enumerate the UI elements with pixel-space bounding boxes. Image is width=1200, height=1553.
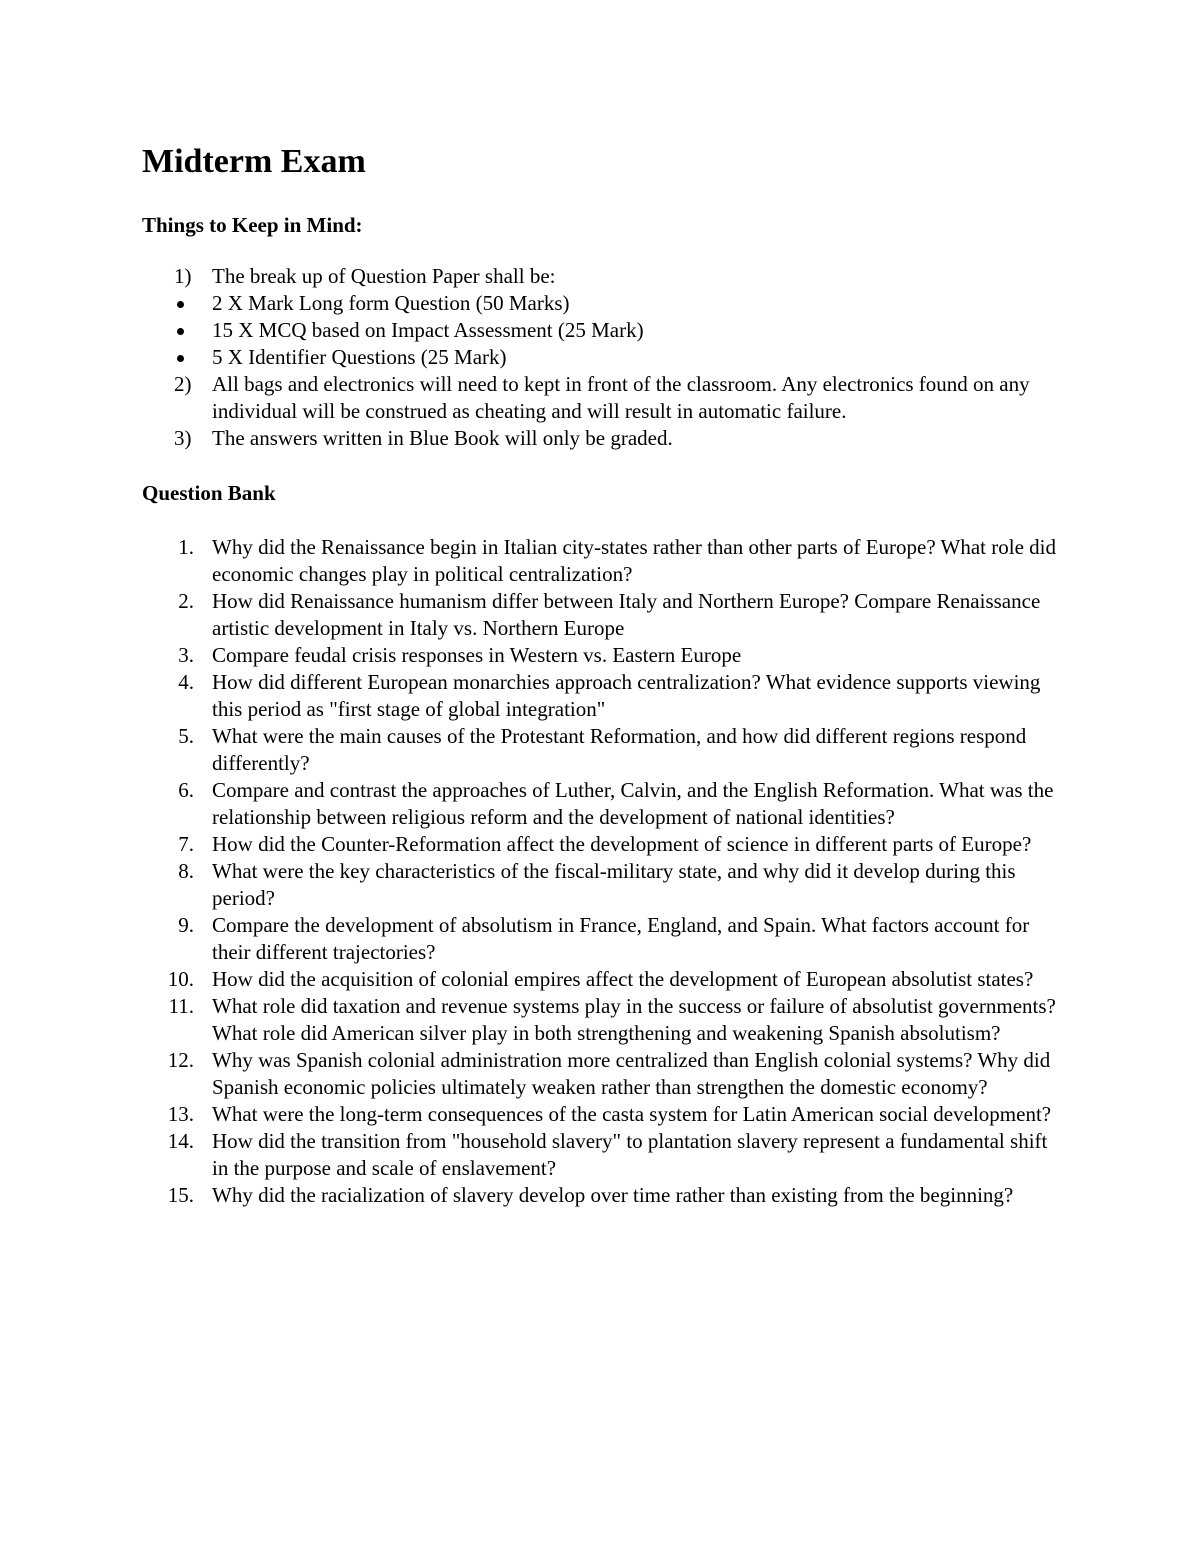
list-item	[142, 371, 1062, 425]
question-number: 13.	[167, 1102, 194, 1126]
list-item-text: The answers written in Blue Book will only be graded.	[212, 426, 673, 450]
question-text: What role did taxation and revenue systems play in the success or failure of absolutist governments? What role did American silver play in both strengthening and weakening Spanish absolutism?	[212, 994, 1056, 1045]
list-item-text: The break up of Question Paper shall be:	[212, 264, 556, 288]
question-text: What were the key characteristics of the fiscal-military state, and why did it develop during this period?	[212, 859, 1016, 910]
question-number: 12.	[167, 1048, 194, 1072]
document-page	[142, 142, 1062, 1209]
question-item	[142, 1128, 1062, 1182]
question-text: How did different European monarchies approach centralization? What evidence supports viewing this period as "first stage of global integration"	[212, 670, 1041, 721]
question-number: 5.	[178, 724, 194, 748]
question-text: What were the main causes of the Protestant Reformation, and how did different regions respond differently?	[212, 724, 1027, 775]
question-number: 15.	[167, 1183, 194, 1207]
question-text: Compare feudal crisis responses in Western vs. Eastern Europe	[212, 643, 742, 667]
question-number: 8.	[178, 859, 194, 883]
question-number: 4.	[178, 670, 194, 694]
question-item	[142, 1182, 1062, 1209]
question-text: Why was Spanish colonial administration more centralized than English colonial systems? Why did Spanish economic policies ultimately weaken rather than strengthen the domestic economy?	[212, 1048, 1051, 1099]
question-item	[142, 777, 1062, 831]
question-text: Compare and contrast the approaches of Luther, Calvin, and the English Reformation. What was the relationship between religious reform and the development of national identities?	[212, 778, 1054, 829]
question-item	[142, 993, 1062, 1047]
question-text: Why did the Renaissance begin in Italian city-states rather than other parts of Europe? What role did economic changes play in political centralization?	[212, 535, 1056, 586]
question-text: How did the transition from "household slavery" to plantation slavery represent a fundamental shift in the purpose and scale of enslavement?	[212, 1129, 1048, 1180]
question-item	[142, 534, 1062, 588]
question-text: How did the Counter-Reformation affect the development of science in different parts of Europe?	[212, 832, 1032, 856]
question-item	[142, 642, 1062, 669]
list-item-text: 5 X Identifier Questions (25 Mark)	[212, 345, 507, 369]
question-text: Why did the racialization of slavery develop over time rather than existing from the beginning?	[212, 1183, 1014, 1207]
question-item	[142, 966, 1062, 993]
question-item	[142, 588, 1062, 642]
question-bank-heading: Question Bank	[142, 481, 276, 505]
question-number: 14.	[167, 1129, 194, 1153]
question-item	[142, 831, 1062, 858]
question-item	[142, 912, 1062, 966]
list-number: 2)	[174, 372, 192, 396]
list-item	[142, 344, 1062, 371]
question-bank-list	[142, 534, 1062, 1209]
bullet-icon	[177, 355, 184, 362]
list-number: 1)	[174, 264, 192, 288]
question-number: 10.	[167, 967, 194, 991]
question-number: 9.	[178, 913, 194, 937]
question-text: Compare the development of absolutism in France, England, and Spain. What factors account for their different trajectories?	[212, 913, 1030, 964]
question-item	[142, 1047, 1062, 1101]
question-number: 7.	[178, 832, 194, 856]
question-number: 1.	[178, 535, 194, 559]
bullet-icon	[177, 301, 184, 308]
keep-in-mind-heading: Things to Keep in Mind:	[142, 213, 363, 237]
list-item	[142, 425, 1062, 452]
page-title: Midterm Exam	[142, 143, 366, 180]
bullet-icon	[177, 328, 184, 335]
question-text: How did the acquisition of colonial empires affect the development of European absolutist states?	[212, 967, 1034, 991]
list-item	[142, 290, 1062, 317]
list-item-text: 2 X Mark Long form Question (50 Marks)	[212, 291, 570, 315]
question-item	[142, 858, 1062, 912]
question-text: What were the long-term consequences of the casta system for Latin American social development?	[212, 1102, 1052, 1126]
list-number: 3)	[174, 426, 192, 450]
question-item	[142, 1101, 1062, 1128]
question-number: 6.	[178, 778, 194, 802]
question-text: How did Renaissance humanism differ between Italy and Northern Europe? Compare Renaissance artistic development in Italy vs. Northern Europe	[212, 589, 1041, 640]
list-item-text: 15 X MCQ based on Impact Assessment (25 Mark)	[212, 318, 644, 342]
keep-in-mind-list	[142, 263, 1062, 452]
question-number: 3.	[178, 643, 194, 667]
question-item	[142, 723, 1062, 777]
list-item	[142, 263, 1062, 290]
list-item-text: All bags and electronics will need to kept in front of the classroom. Any electronics found on any individual will be construed as cheating and will result in automatic failure.	[212, 372, 1030, 423]
list-item	[142, 317, 1062, 344]
question-number: 2.	[178, 589, 194, 613]
question-number: 11.	[168, 994, 194, 1018]
question-item	[142, 669, 1062, 723]
